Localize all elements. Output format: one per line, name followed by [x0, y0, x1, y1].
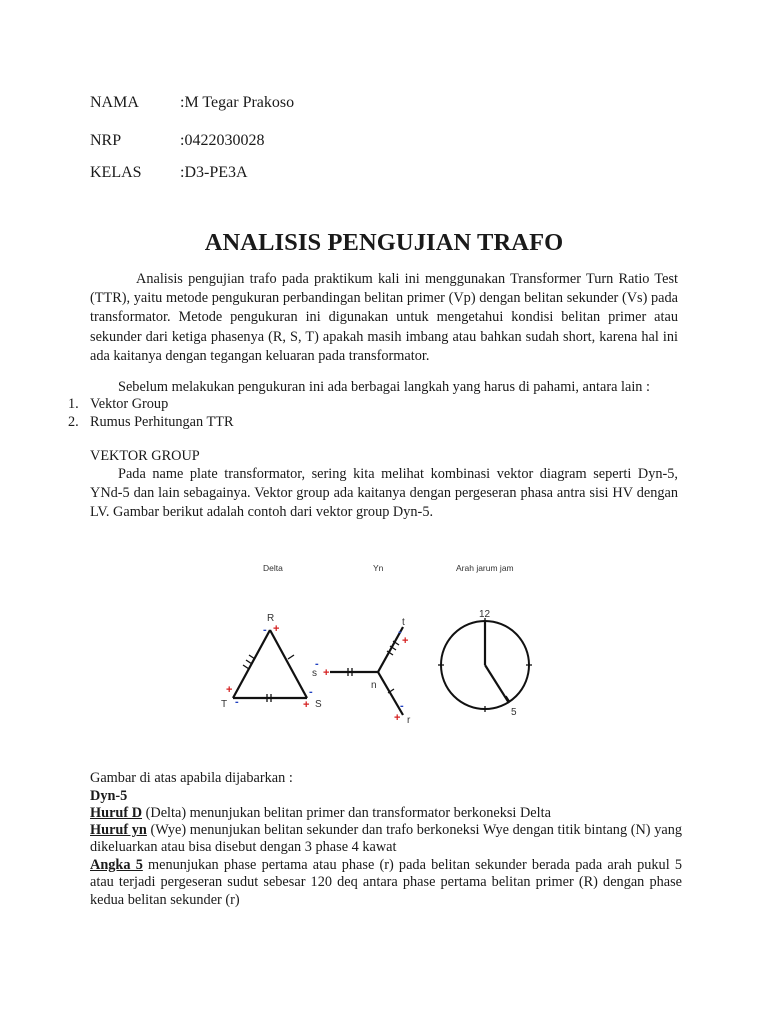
polarity-minus: -: [315, 658, 319, 670]
list-number: 2.: [68, 414, 79, 430]
huruf-d-text: (Delta) menunjukan belitan primer dan transformator berkoneksi Delta: [142, 805, 551, 821]
polarity-minus: -: [398, 626, 402, 638]
list-text: Rumus Perhitungan TTR: [90, 414, 234, 430]
huruf-d-label: Huruf D: [90, 805, 143, 821]
polarity-plus: +: [273, 623, 280, 635]
list-text: Vektor Group: [90, 396, 169, 412]
dyn5-label: Dyn-5: [90, 788, 128, 804]
node-T-label: T: [221, 699, 228, 710]
delta-label: Delta: [263, 563, 283, 573]
polarity-plus: +: [394, 712, 401, 724]
steps-paragraph: [90, 378, 678, 397]
angka-5-label: Angka 5: [90, 857, 143, 873]
vector-group-figure: [215, 555, 535, 745]
huruf-yn-text: (Wye) menunjukan belitan sekunder dan trafo berkoneksi Wye dengan titik bintang (N) yang dikeluarkan atau bisa disebut dengan 3 phase 4 kawat: [90, 822, 682, 856]
polarity-plus: +: [402, 635, 409, 647]
clock-label: Arah jarum jam: [456, 563, 514, 573]
huruf-d-line: [90, 805, 682, 822]
polarity-plus: +: [303, 699, 310, 711]
explanation-intro: Gambar di atas apabila dijabarkan :: [90, 770, 293, 786]
angka-5-text: menunjukan phase pertama atau phase (r) pada belitan sekunder berada pada arah pukul 5 atau terjadi pergeseran sudut sebesar 120 deq antara phase pertama belitan primer (R) dengan phase kedua belitan sekunder (r): [90, 857, 682, 908]
polarity-plus: +: [226, 684, 233, 696]
list-number: 1.: [68, 396, 79, 412]
clock-diagram: [438, 609, 532, 718]
intro-paragraph-text: Analisis pengujian trafo pada praktikum kali ini menggunakan Transformer Turn Ratio Test (TTR), yaitu metode pengukuran perbandingan belitan primer (Vp) dengan belitan sekunder (Vs) pada transformator. Metode pengukuran ini digunakan untuk mengetahui kondisi belitan primer atau sekunder dari ketiga phasenya (R, S, T) apakah masih imbang atau bahkan sudah short, karena hal ini ada kaitanya dengan tegangan keluaran pada transformator.: [90, 271, 678, 364]
node-R-label: R: [267, 613, 275, 624]
wye-diagram: [330, 627, 403, 715]
node-n-label: n: [371, 680, 377, 691]
kelas-label: KELAS: [90, 164, 142, 181]
huruf-yn-line: [90, 822, 682, 857]
kelas-value: :D3-PE3A: [180, 164, 248, 181]
huruf-yn-label: Huruf yn: [90, 822, 147, 838]
list-item: [68, 413, 234, 432]
vector-group-paragraph: [90, 465, 678, 523]
node-S-label: S: [315, 699, 322, 710]
node-s-label: s: [312, 668, 317, 679]
polarity-minus: -: [235, 696, 239, 708]
nama-label: NAMA: [90, 94, 139, 111]
document-title: ANALISIS PENGUJIAN TRAFO: [204, 229, 564, 256]
nrp-value: :0422030028: [180, 132, 265, 149]
delta-diagram: [233, 630, 307, 698]
clock-12-label: 12: [479, 609, 491, 620]
section-heading: VEKTOR GROUP: [90, 448, 200, 464]
list-item: [68, 395, 168, 414]
intro-paragraph: [90, 270, 678, 366]
nrp-label: NRP: [90, 132, 122, 149]
clock-5-label: 5: [511, 707, 517, 718]
yn-label: Yn: [373, 563, 384, 573]
polarity-plus: +: [323, 667, 330, 679]
polarity-minus: -: [400, 700, 404, 712]
angka-5-line: [90, 857, 682, 909]
nama-value: :M Tegar Prakoso: [180, 94, 295, 111]
steps-paragraph-text: Sebelum melakukan pengukuran ini ada berbagai langkah yang harus di pahami, antara lain :: [118, 379, 650, 395]
polarity-minus: -: [309, 686, 313, 698]
node-r-label: r: [407, 715, 411, 726]
polarity-minus: -: [263, 624, 267, 636]
node-t-label: t: [402, 617, 405, 628]
vector-group-paragraph-text: Pada name plate transformator, sering kita melihat kombinasi vektor diagram seperti Dyn-5, YNd-5 dan lain sebagainya. Vektor group ada kaitanya dengan pergeseran phasa antra sisi HV dengan LV. Gambar berikut adalah contoh dari vektor group Dyn-5.: [90, 466, 678, 521]
